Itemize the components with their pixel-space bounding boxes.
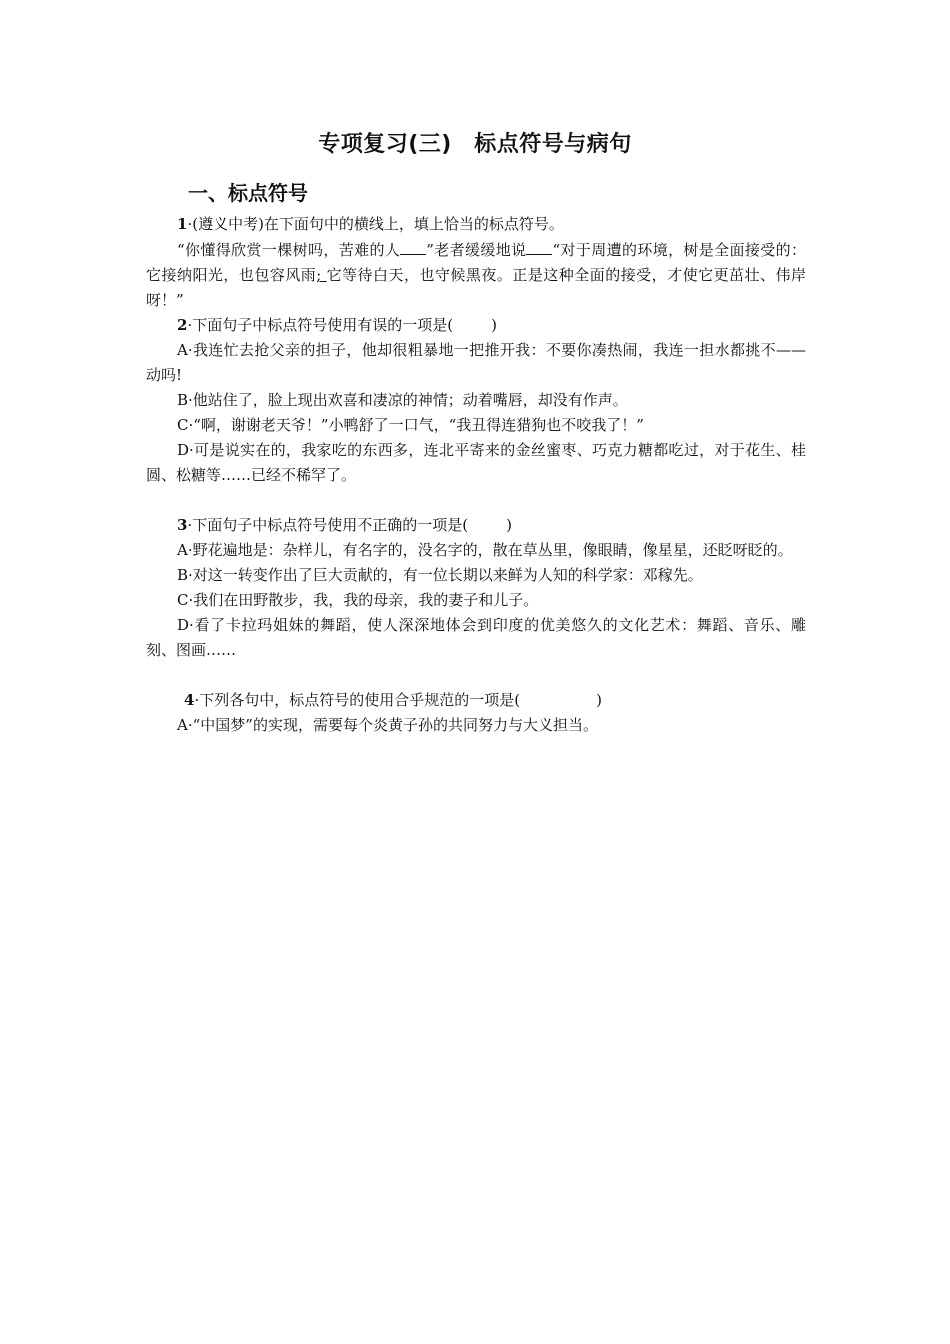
question-text: 下列各句中，标点符号的使用合乎规范的一项是(	[199, 691, 521, 709]
question-separator: ·	[187, 215, 193, 233]
paren-close: )	[491, 316, 497, 334]
question-4-stem	[146, 688, 806, 713]
paren-close: )	[506, 516, 512, 534]
question-3-option-d: D·看了卡拉玛姐妹的舞蹈，使人深深地体会到印度的优美悠久的文化艺术：舞蹈、音乐、雕刻、图画……	[146, 616, 806, 659]
question-1-stem	[146, 212, 806, 237]
passage-text: 它等待白天，也守候黑夜。正是这种全面的接受，才使它更茁壮、伟岸呀！”	[146, 266, 806, 309]
passage-text: “你懂得欣赏一棵树吗，苦难的人	[177, 241, 401, 259]
passage-text: “对于周遭的环境，树是全面接受的：它接纳阳光，也包容风雨	[146, 241, 807, 284]
question-2-stem	[146, 313, 806, 338]
question-text: 下面句子中标点符号使用不正确的一项是(	[192, 516, 469, 534]
question-3-stem	[146, 513, 806, 538]
question-2-option-b: B·他站住了，脸上现出欢喜和凄凉的神情；动着嘴唇，却没有作声。	[177, 391, 628, 409]
question-2-option-c: C·“啊，谢谢老天爷！”小鸭舒了一口气，“我丑得连猎狗也不咬我了！”	[177, 416, 644, 434]
question-number: 4	[184, 691, 195, 709]
question-4-option-a: A·“中国梦”的实现，需要每个炎黄子孙的共同努力与大义担当。	[177, 716, 598, 734]
spacer	[146, 488, 806, 513]
fill-blank-2[interactable]	[526, 237, 552, 255]
paren-close: )	[596, 691, 602, 709]
question-number: 2	[177, 316, 188, 334]
page-title: 专项复习(三) 标点符号与病句	[318, 132, 632, 157]
question-3-option-a: A·野花遍地是：杂样儿，有名字的，没名字的，散在草丛里，像眼睛，像星星，还眨呀眨的。	[177, 541, 793, 559]
question-separator: ·	[187, 516, 193, 534]
document-body	[146, 212, 806, 738]
question-3-option-b: B·对这一转变作出了巨大贡献的，有一位长期以来鲜为人知的科学家：邓稼先。	[177, 566, 703, 584]
question-2-option-a: A·我连忙去抢父亲的担子，他却很粗暴地一把推开我：不要你凑热闹，我连一担水都挑不——动吗!	[146, 341, 806, 384]
question-number: 3	[177, 516, 188, 534]
question-3-option-c: C·我们在田野散步，我，我的母亲，我的妻子和儿子。	[177, 591, 539, 609]
question-1-passage	[146, 237, 806, 313]
question-number: 1	[177, 215, 188, 233]
fill-blank-1[interactable]	[400, 237, 426, 255]
spacer	[146, 663, 806, 688]
fill-blank-3[interactable]: ;	[316, 266, 322, 284]
question-separator: ·	[187, 316, 193, 334]
question-separator: ·	[194, 691, 200, 709]
question-text: 下面句子中标点符号使用有误的一项是(	[192, 316, 454, 334]
section-heading: 一、标点符号	[188, 181, 308, 205]
question-2-option-d: D·可是说实在的，我家吃的东西多，连北平寄来的金丝蜜枣、巧克力糖都吃过，对于花生、桂圆、松糖等……已经不稀罕了。	[146, 441, 806, 484]
passage-text: ”老者缓缓地说	[426, 241, 527, 259]
question-text: (遵义中考)在下面句中的横线上，填上恰当的标点符号。	[192, 215, 564, 233]
